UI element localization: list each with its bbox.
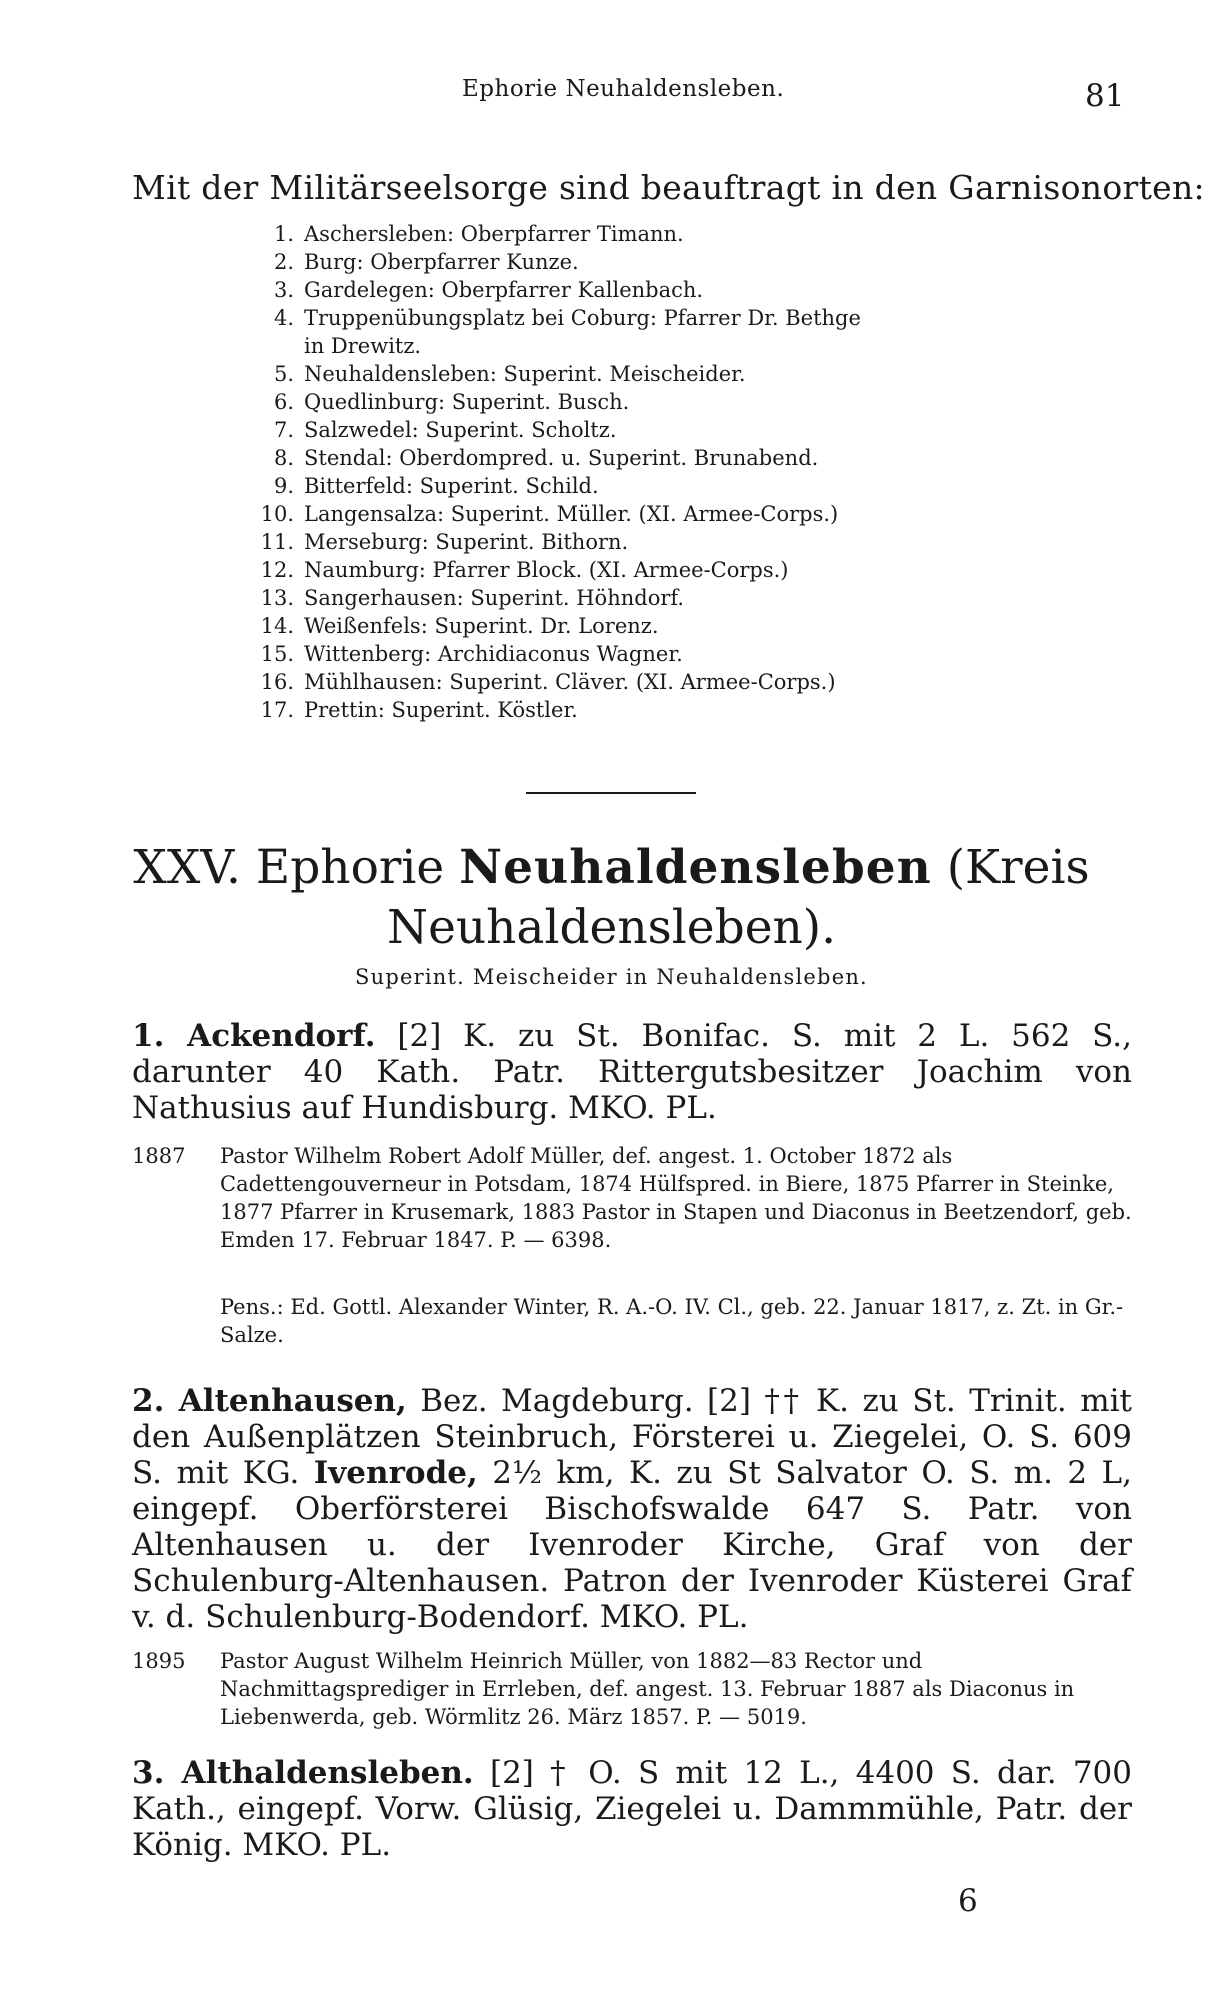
list-item: 6. Quedlinburg: Superint. Busch. bbox=[273, 390, 630, 414]
list-item: 15. Wittenberg: Archidiaconus Wagner. bbox=[260, 642, 683, 666]
section-heading-line2: Neuhaldensleben). bbox=[386, 900, 837, 955]
list-item: 1. Aschersleben: Oberpfarrer Timann. bbox=[273, 222, 684, 246]
section-heading: XXV. Ephorie Neuhaldensleben (Kreis bbox=[133, 840, 1090, 895]
list-item: 11. Merseburg: Superint. Bithorn. bbox=[260, 530, 629, 554]
pension-note: Pens.: Ed. Gottl. Alexander Winter, R. A.-O. IV. Cl., geb. 22. Januar 1817, z. Zt. in Gr.-Salze. bbox=[220, 1295, 1124, 1347]
list-item: 3. Gardelegen: Oberpfarrer Kallenbach. bbox=[273, 278, 704, 302]
list-item: 17. Prettin: Superint. Köstler. bbox=[260, 698, 578, 722]
pastor-note bbox=[132, 1647, 1132, 1731]
note-year: 1887 bbox=[132, 1144, 186, 1168]
note-year: 1895 bbox=[132, 1649, 186, 1673]
filial-name: Ivenrode, bbox=[313, 1455, 478, 1491]
running-head: Ephorie Neuhaldensleben. bbox=[462, 76, 785, 102]
signature-mark: 6 bbox=[958, 1883, 978, 1919]
note-text: Pastor August Wilhelm Heinrich Müller, von 1882—83 Rector und Nachmittagsprediger in Errleben, def. angest. 13. Februar 1887 als Diaconus in Liebenwerda, geb. Wörmlitz 26. März 1857. P. — 5019. bbox=[220, 1649, 1075, 1729]
parish-entry-ackendorf: 1. Ackendorf. [2] K. zu St. Bonifac. S. mit 2 L. 562 S., darunter 40 Kath. Patr. Rittergutsbesitzer Joachim von Nathusius auf Hundisburg. MKO. PL. bbox=[132, 1018, 1133, 1126]
parish-name: 1. Ackendorf. bbox=[132, 1018, 376, 1054]
note-text: Pastor Wilhelm Robert Adolf Müller, def. angest. 1. October 1872 als Cadettengouverneur in Potsdam, 1874 Hülfspred. in Biere, 1875 Pfarrer in Steinke, 1877 Pfarrer in Krusemark, 1883 Pastor in Stapen und Diaconus in Beetzendorf, geb. Emden 17. Februar 1847. P. — 6398. bbox=[220, 1144, 1132, 1252]
page-number: 81 bbox=[1085, 78, 1125, 114]
superintendent-line: Superint. Meischeider in Neuhaldensleben. bbox=[355, 965, 868, 989]
list-item: 10. Langensalza: Superint. Müller. (XI. Armee-Corps.) bbox=[260, 502, 839, 526]
garrison-list bbox=[250, 220, 1150, 724]
parish-name: 2. Altenhausen, bbox=[132, 1383, 407, 1419]
list-item: 16. Mühlhausen: Superint. Cläver. (XI. Armee-Corps.) bbox=[260, 670, 836, 694]
section-divider bbox=[526, 792, 696, 794]
list-item: in Drewitz. bbox=[304, 334, 422, 358]
parish-entry-altenhausen: 2. Altenhausen, Bez. Magdeburg. [2] †† K. zu St. Trinit. mit den Außenplätzen Steinbruch, Försterei u. Ziegelei, O. S. 609 S. mit KG. Ivenrode, 2½ km, K. zu St Salvator O. S. m. 2 L, eingepf. Oberförsterei Bischofswalde 647 S. Patr. von Altenhausen u. der Ivenroder Kirche, Graf von der Schulenburg-Altenhausen. Patron der Ivenroder Küsterei Graf v. d. Schulenburg-Bodendorf. MKO. PL. bbox=[132, 1383, 1132, 1635]
list-item: 9. Bitterfeld: Superint. Schild. bbox=[273, 474, 599, 498]
list-item: 8. Stendal: Oberdompred. u. Superint. Brunabend. bbox=[273, 446, 819, 470]
list-item: 13. Sangerhausen: Superint. Höhndorf. bbox=[260, 586, 685, 610]
garrison-intro: Mit der Militärseelsorge sind beauftragt in den Garnisonorten: bbox=[132, 168, 1205, 207]
pastor-note bbox=[132, 1142, 1132, 1254]
parish-entry-althaldensleben: 3. Althaldensleben. [2] † O. S mit 12 L., 4400 S. dar. 700 Kath., eingepf. Vorw. Glüsig, Ziegelei u. Dammmühle, Patr. der König. MKO. PL. bbox=[132, 1755, 1133, 1863]
list-item: 12. Naumburg: Pfarrer Block. (XI. Armee-Corps.) bbox=[260, 558, 789, 582]
list-item: 5. Neuhaldensleben: Superint. Meischeider. bbox=[273, 362, 746, 386]
list-item: 2. Burg: Oberpfarrer Kunze. bbox=[273, 250, 579, 274]
list-item: 14. Weißenfels: Superint. Dr. Lorenz. bbox=[260, 614, 659, 638]
list-item: 7. Salzwedel: Superint. Scholtz. bbox=[273, 418, 617, 442]
list-item: 4. Truppenübungsplatz bei Coburg: Pfarrer Dr. Bethge bbox=[273, 306, 861, 330]
parish-name: 3. Althaldensleben. bbox=[132, 1755, 474, 1791]
